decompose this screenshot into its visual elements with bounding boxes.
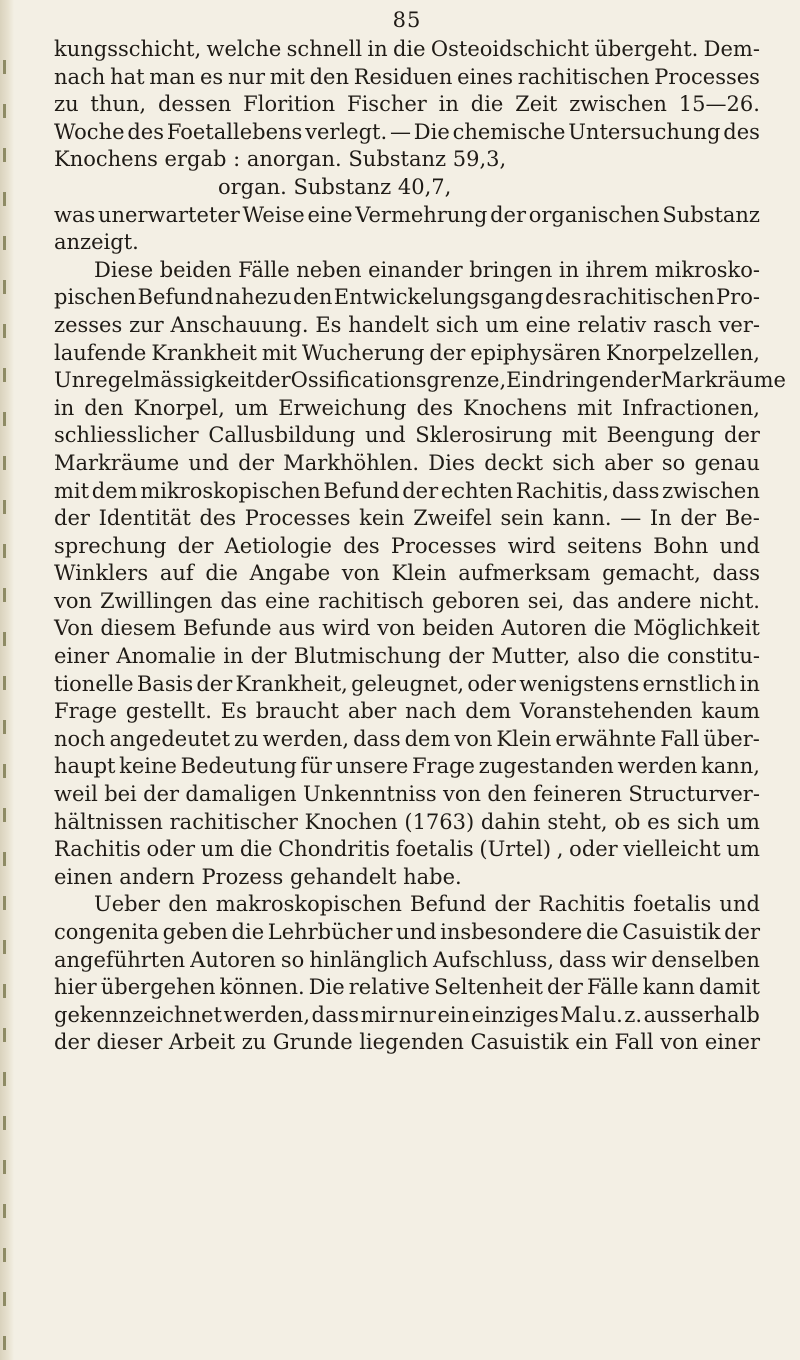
binding-mark: [3, 236, 6, 250]
text-line: weil bei der damaligen Unkenntniss von den feineren Structurver-: [54, 782, 760, 807]
text-line: hältnissen rachitischer Knochen (1763) dahin steht, ob es sich um: [54, 809, 760, 834]
text-line: haupt keine Bedeutung für unsere Frage zugestanden werden kann,: [54, 754, 760, 779]
binding-mark: [3, 544, 6, 558]
binding-mark: [3, 1028, 6, 1042]
binding-mark: [3, 280, 6, 294]
binding-mark: [3, 984, 6, 998]
text-line: Von diesem Befunde aus wird von beiden Autoren die Möglichkeit: [54, 616, 760, 641]
text-line: laufende Krankheit mit Wucherung der epiphysären Knorpelzellen,: [54, 340, 760, 365]
text-line: Diese beiden Fälle neben einander bringen in ihrem mikrosko-: [94, 257, 760, 282]
binding-mark: [3, 456, 6, 470]
binding-mark: [3, 632, 6, 646]
text-line: kungsschicht, welche schnell in die Osteoidschicht übergeht. Dem-: [54, 37, 760, 61]
text-line: schliesslicher Callusbildung und Sklerosirung mit Beengung der: [54, 423, 760, 448]
binding-mark: [3, 676, 6, 690]
binding-mark: [3, 588, 6, 602]
binding-mark: [3, 940, 6, 954]
text-line: zu thun, dessen Florition Fischer in die Zeit zwischen 15—26.: [54, 92, 760, 117]
binding-mark: [3, 808, 6, 822]
text-line: der Identität des Processes kein Zweifel sein kann. — In der Be-: [54, 506, 760, 531]
text-line: der dieser Arbeit zu Grunde liegenden Casuistik ein Fall von einer: [54, 1030, 760, 1055]
binding-mark: [3, 852, 6, 866]
text-line: hier übergehen können. Die relative Seltenheit der Fälle kann damit: [54, 975, 760, 1000]
text-line: organ. Substanz 40,7,: [218, 174, 452, 199]
binding-mark: [3, 412, 6, 426]
text-line: mit dem mikroskopischen Befund der echten Rachitis, dass zwischen: [54, 478, 760, 503]
text-line: sprechung der Aetiologie des Processes wird seitens Bohn und: [54, 533, 760, 558]
text-line: tionelle Basis der Krankheit, geleugnet, oder wenigstens ernstlich in: [54, 671, 760, 696]
binding-mark: [3, 896, 6, 910]
page-binding-edge: [0, 0, 14, 1360]
text-line: Rachitis oder um die Chondritis foetalis (Urtel) , oder vielleicht um: [54, 837, 760, 862]
text-line: Frage gestellt. Es braucht aber nach dem Voranstehenden kaum: [54, 699, 760, 724]
text-line: Woche des Foetallebens verlegt. — Die chemische Untersuchung des: [54, 119, 760, 144]
text-line: Markräume und der Markhöhlen. Dies deckt sich aber so genau: [54, 450, 760, 475]
binding-mark: [3, 1248, 6, 1262]
binding-mark: [3, 764, 6, 778]
binding-mark: [3, 104, 6, 118]
body-text: [54, 36, 786, 1057]
binding-mark: [3, 1072, 6, 1086]
binding-mark: [3, 1292, 6, 1306]
binding-mark: [3, 1160, 6, 1174]
text-line: congenita geben die Lehrbücher und insbesondere die Casuistik der: [54, 920, 760, 944]
binding-mark: [3, 1116, 6, 1130]
text-line: pischen Befund nahezu den Entwickelungsgang des rachitischen Pro-: [54, 285, 760, 310]
binding-mark: [3, 720, 6, 734]
text-line: in den Knorpel, um Erweichung des Knochens mit Infractionen,: [54, 395, 760, 420]
text-line: Unregelmässigkeit der Ossificationsgrenze, Eindringen der Markräume: [54, 368, 786, 393]
binding-mark: [3, 368, 6, 382]
text-line: Knochens ergab : anorgan. Substanz 59,3,: [54, 147, 507, 172]
book-page: [54, 8, 786, 1057]
text-line: noch angedeutet zu werden, dass dem von Klein erwähnte Fall über-: [54, 726, 760, 751]
text-line: einen andern Prozess gehandelt habe.: [54, 864, 462, 889]
binding-mark: [3, 60, 6, 74]
text-line: Winklers auf die Angabe von Klein aufmerksam gemacht, dass: [54, 561, 760, 586]
binding-mark: [3, 1336, 6, 1350]
text-line: Ueber den makroskopischen Befund der Rachitis foetalis und: [94, 892, 760, 917]
text-line: anzeigt.: [54, 230, 139, 255]
binding-mark: [3, 1204, 6, 1218]
text-line: nach hat man es nur mit den Residuen eines rachitischen Processes: [54, 64, 760, 89]
text-line: angeführten Autoren so hinlänglich Aufschluss, dass wir denselben: [54, 947, 760, 972]
binding-mark: [3, 500, 6, 514]
binding-mark: [3, 324, 6, 338]
binding-mark: [3, 192, 6, 206]
page-number: 85: [392, 8, 422, 32]
text-line: einer Anomalie in der Blutmischung der Mutter, also die constitu-: [54, 644, 760, 669]
binding-mark: [3, 148, 6, 162]
text-line: zesses zur Anschauung. Es handelt sich um eine relativ rasch ver-: [54, 312, 760, 337]
text-line: von Zwillingen das eine rachitisch geboren sei, das andere nicht.: [54, 588, 760, 613]
text-line: was unerwarteter Weise eine Vermehrung der organischen Substanz: [54, 202, 760, 227]
text-line: gekennzeichnet werden, dass mir nur ein einziges Mal u. z. ausserhalb: [54, 1002, 760, 1027]
